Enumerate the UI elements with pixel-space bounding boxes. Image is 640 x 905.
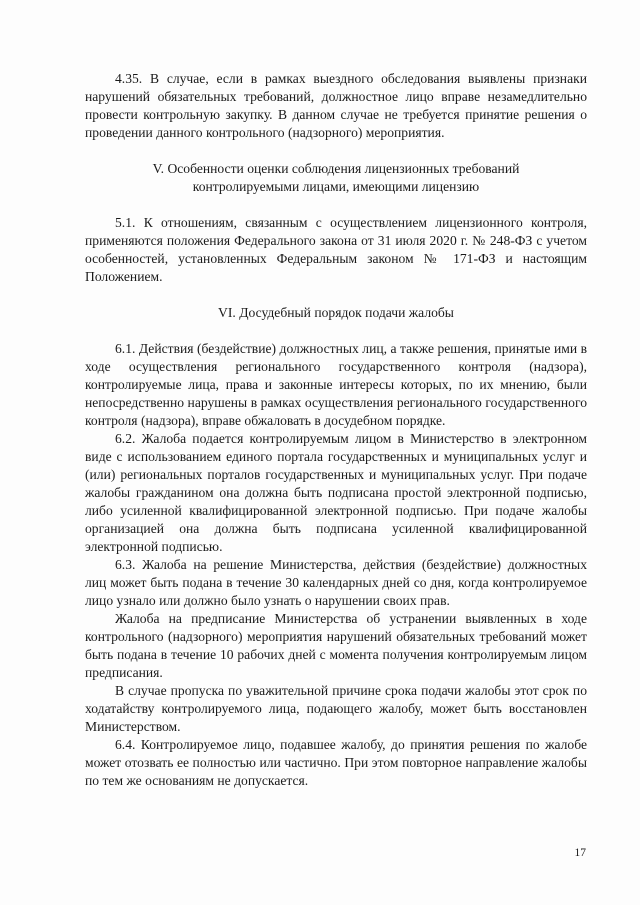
paragraph-6-3-term-restoration: В случае пропуска по уважительной причине срока подачи жалобы этот срок по ходатайству контролируемого лица, подающего жалобу, может быть восстановлен Министерством. bbox=[85, 683, 587, 734]
spacer bbox=[85, 142, 587, 160]
paragraph-4-35: 4.35. В случае, если в рамках выездного обследования выявлены признаки нарушений обязательных требований, должностное лицо вправе незамедлительно провести контрольную закупку. В данном случае не требуется принятие решения о проведении данного контрольного (надзорного) мероприятия. bbox=[85, 71, 587, 140]
document-body bbox=[85, 70, 587, 790]
spacer bbox=[85, 196, 587, 214]
paragraph-5-1: 5.1. К отношениям, связанным с осуществлением лицензионного контроля, применяются положения Федерального закона от 31 июля 2020 г. № 248-ФЗ с учетом особенностей, установленных Федеральным законом № 171-ФЗ и настоящим Положением. bbox=[85, 215, 587, 284]
page-number: 17 bbox=[574, 847, 586, 859]
section-6-heading: VI. Досудебный порядок подачи жалобы bbox=[218, 305, 454, 320]
paragraph-6-4: 6.4. Контролируемое лицо, подавшее жалобу, до принятия решения по жалобе может отозвать ее полностью или частично. При этом повторное направление жалобы по тем же основаниям не допускается. bbox=[85, 737, 587, 788]
spacer bbox=[85, 286, 587, 304]
paragraph-6-2: 6.2. Жалоба подается контролируемым лицом в Министерство в электронном виде с использованием единого портала государственных и муниципальных услуг и (или) региональных порталов государственных и муниципальных услуг. При подаче жалобы гражданином она должна быть подписана простой электронной подписью, либо усиленной квалифицированной электронной подписью. При подаче жалобы организацией она должна быть подписана усиленной квалифицированной электронной подписью. bbox=[85, 431, 587, 554]
section-5-heading-line-2: контролируемыми лицами, имеющими лицензию bbox=[192, 179, 480, 194]
section-5-heading-line-1: V. Особенности оценки соблюдения лицензионных требований bbox=[152, 161, 520, 176]
paragraph-6-1: 6.1. Действия (бездействие) должностных лиц, а также решения, принятые ими в ходе осуществления регионального государственного контроля (надзора), контролируемые лица, права и законные интересы которых, по их мнению, были непосредственно нарушены в рамках осуществления регионального государственного контроля (надзора), вправе обжаловать в досудебном порядке. bbox=[85, 341, 587, 428]
paragraph-6-3-complaint-order: Жалоба на предписание Министерства об устранении выявленных в ходе контрольного (надзорного) мероприятия нарушений обязательных требований может быть подана в течение 10 рабочих дней с момента получения контролируемым лицом предписания. bbox=[85, 611, 587, 680]
paragraph-6-3: 6.3. Жалоба на решение Министерства, действия (бездействие) должностных лиц может быть подана в течение 30 календарных дней со дня, когда контролируемое лицо узнало или должно было узнать о нарушении своих прав. bbox=[85, 557, 587, 608]
spacer bbox=[85, 322, 587, 340]
